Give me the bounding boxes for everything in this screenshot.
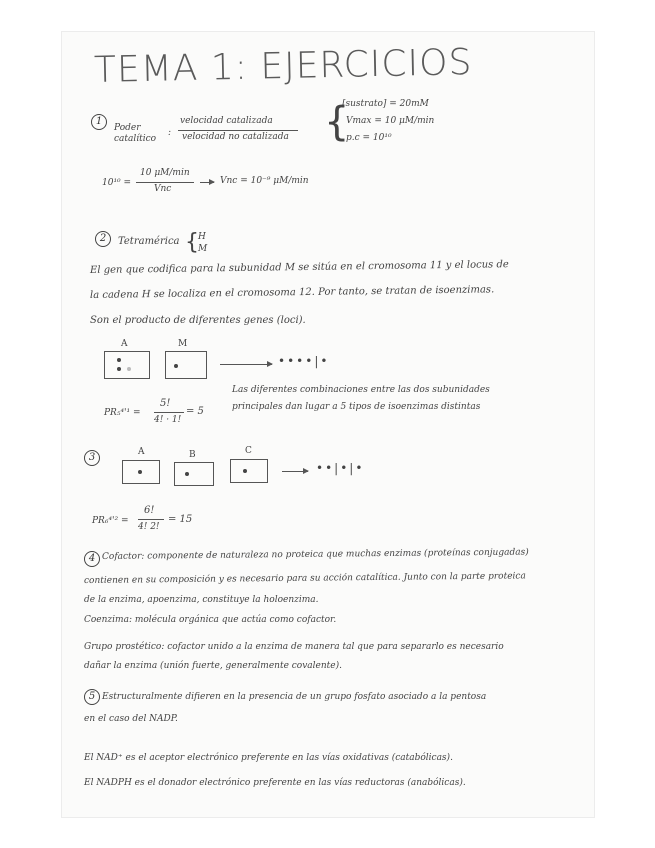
ex3-box-c-label: C	[245, 446, 252, 456]
ex2-box-a-dot-3	[127, 367, 131, 371]
ex1-calc-denominator: Vnc	[154, 184, 172, 194]
ex1-conditions-brace: {	[324, 99, 350, 145]
ex1-equals: :	[168, 128, 172, 138]
ex4-line-3: de la enzima, apoenzima, constituye la holoenzima.	[84, 595, 319, 605]
ex1-calc-result: Vnc = 10⁻⁹ μM/min	[220, 176, 309, 186]
ex4-line-6: dañar la enzima (unión fuerte, generalmente covalente).	[84, 661, 342, 671]
ex2-paragraph-line-3: Son el producto de diferentes genes (loci).	[90, 315, 306, 326]
notebook-page	[62, 32, 594, 817]
ex3-box-c-dot	[243, 469, 247, 473]
exercise-4-number: 4	[84, 551, 100, 567]
ex3-box-b-label: B	[189, 450, 196, 460]
ex1-condition-substrate: [sustrato] = 20mM	[342, 99, 429, 109]
ex1-condition-pc: p.c = 10¹⁰	[346, 133, 392, 143]
ex5-line-3: El NAD⁺ es el aceptor electrónico preferente en las vías oxidativas (catabólicas).	[84, 753, 453, 763]
ex4-line-4: Coenzima: molécula orgánica que actúa como cofactor.	[84, 615, 337, 625]
ex3-pr-result: = 15	[168, 514, 193, 525]
ex2-pr-label: PR₅⁴'¹ =	[104, 408, 141, 418]
ex2-arrow	[220, 364, 272, 365]
ex1-fraction-numerator: velocidad catalizada	[180, 116, 273, 126]
ex1-calc-fraction-bar	[136, 182, 194, 183]
ex1-fraction-bar	[178, 130, 298, 131]
ex2-box-a	[104, 351, 150, 379]
exercise-3-number: 3	[84, 450, 100, 466]
ex3-box-a-label: A	[138, 447, 145, 457]
ex2-brace-bottom: M	[198, 244, 208, 254]
ex2-box-b-label: M	[178, 339, 188, 349]
ex1-calc-left: 10¹⁰ =	[102, 178, 132, 188]
exercise-2-number: 2	[95, 231, 111, 247]
ex3-arrow	[282, 471, 308, 472]
ex2-box-a-dot-1	[117, 358, 121, 362]
ex5-line-1: Estructuralmente difieren en la presencia de un grupo fosfato asociado a la pentosa	[102, 692, 487, 702]
ex2-brace-top: H	[198, 232, 206, 242]
ex3-pr-denominator: 4! 2!	[138, 522, 160, 532]
ex3-pr-fraction-bar	[138, 519, 164, 520]
ex2-paragraph-line-1: El gen que codifica para la subunidad M se sitúa en el cromosoma 11 y el locus de	[89, 259, 509, 276]
ex1-lhs: Poder catalítico	[114, 123, 157, 144]
exercise-1-number: 1	[91, 114, 107, 130]
ex5-line-2: en el caso del NADP.	[84, 714, 178, 724]
ex1-condition-vmax: Vmax = 10 μM/min	[346, 116, 435, 126]
ex2-box-a-label: A	[121, 339, 128, 349]
ex2-note-line-2: principales dan lugar a 5 tipos de isoenzimas distintas	[232, 402, 481, 412]
ex1-calc-numerator: 10 μM/min	[140, 168, 190, 178]
ex4-line-2: contienen en su composición y es necesario para su acción catalítica. Junto con la parte proteica	[83, 571, 526, 586]
ex2-pr-denominator: 4! · 1!	[154, 415, 182, 425]
ex3-box-a	[122, 460, 160, 484]
ex3-box-b-dot	[185, 472, 189, 476]
ex2-box-a-dot-2	[117, 367, 121, 371]
exercise-5-number: 5	[84, 689, 100, 705]
ex1-fraction-denominator: velocidad no catalizada	[182, 132, 289, 142]
ex3-box-a-dot	[138, 470, 142, 474]
ex2-note-line-1: Las diferentes combinaciones entre las dos subunidades	[232, 385, 490, 395]
ex3-pr-numerator: 6!	[144, 505, 155, 516]
ex3-box-b	[174, 462, 214, 486]
ex3-box-c	[230, 459, 268, 483]
ex2-result-dots: ••••|•	[278, 354, 330, 368]
ex2-brace: {	[185, 230, 199, 255]
ex1-calc-arrow	[200, 182, 214, 183]
ex2-box-b	[165, 351, 207, 379]
ex4-line-1: Cofactor: componente de naturaleza no proteica que muchas enzimas (proteínas conjugadas)	[101, 547, 529, 562]
ex4-line-5: Grupo prostético: cofactor unido a la enzima de manera tal que para separarlo es necesario	[84, 642, 504, 652]
ex3-pr-label: PR₆⁴'² =	[92, 516, 129, 526]
ex2-box-b-dot	[174, 364, 178, 368]
ex2-pr-numerator: 5!	[160, 398, 171, 409]
ex2-label: Tetramérica	[118, 236, 180, 247]
ex2-pr-result: = 5	[186, 406, 204, 417]
ex5-line-4: El NADPH es el donador electrónico preferente en las vías reductoras (anabólicas).	[84, 778, 466, 788]
ex2-pr-fraction-bar	[154, 412, 184, 413]
ex3-result-dots: ••|•|•	[316, 461, 365, 475]
page-title: TEMA 1: EJERCICIOS	[93, 42, 473, 91]
ex2-paragraph-line-2: la cadena H se localiza en el cromosoma 12. Por tanto, se tratan de isoenzimas.	[89, 284, 495, 301]
